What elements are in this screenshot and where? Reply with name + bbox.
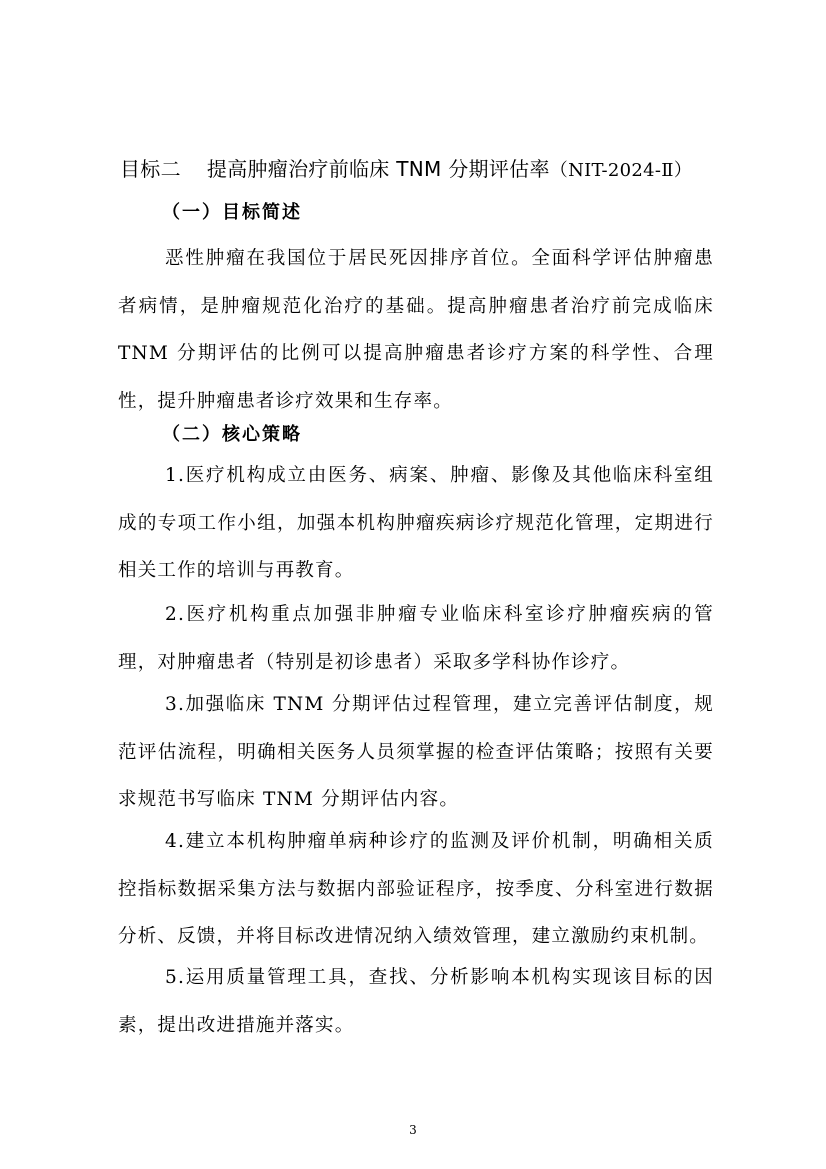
- strategy-item-2: 2.医疗机构重点加强非肿瘤专业临床科室诊疗肿瘤疾病的管理，对肿瘤患者（特别是初诊患者）采取多学科协作诊疗。: [118, 604, 714, 673]
- goal-title: [120, 152, 740, 188]
- page-number: 3: [409, 1123, 417, 1137]
- goal-title-main: 提高肿瘤治疗前临床 TNM 分期评估率: [206, 157, 550, 181]
- section-heading-summary: （一）目标简述: [162, 202, 302, 223]
- strategy-item-5: 5.运用质量管理工具，查找、分析影响本机构实现该目标的因素，提出改进措施并落实。: [118, 967, 714, 1036]
- strategy-item-4: 4.建立本机构肿瘤单病种诊疗的监测及评价机制，明确相关质控指标数据采集方法与数据内部验证程序，按季度、分科室进行数据分析、反馈，并将目标改进情况纳入绩效管理，建立激励约束机制。: [118, 831, 714, 947]
- section-heading-strategy: （二）核心策略: [162, 424, 302, 445]
- goal-title-code: （NIT-2024-Ⅱ）: [549, 160, 693, 181]
- strategy-item-1: 1.医疗机构成立由医务、病案、肿瘤、影像及其他临床科室组成的专项工作小组，加强本机构肿瘤疾病诊疗规范化管理，定期进行相关工作的培训与再教育。: [118, 465, 714, 581]
- strategy-item-3: 3.加强临床 TNM 分期评估过程管理，建立完善评估制度，规范评估流程，明确相关医务人员须掌握的检查评估策略；按照有关要求规范书写临床 TNM 分期评估内容。: [118, 694, 714, 810]
- summary-paragraph: 恶性肿瘤在我国位于居民死因排序首位。全面科学评估肿瘤患者病情，是肿瘤规范化治疗的基础。提高肿瘤患者治疗前完成临床 TNM 分期评估的比例可以提高肿瘤患者诊疗方案的科学性、合理性，提升肿瘤患者诊疗效果和生存率。: [118, 248, 714, 412]
- goal-title-prefix: 目标二: [120, 157, 181, 181]
